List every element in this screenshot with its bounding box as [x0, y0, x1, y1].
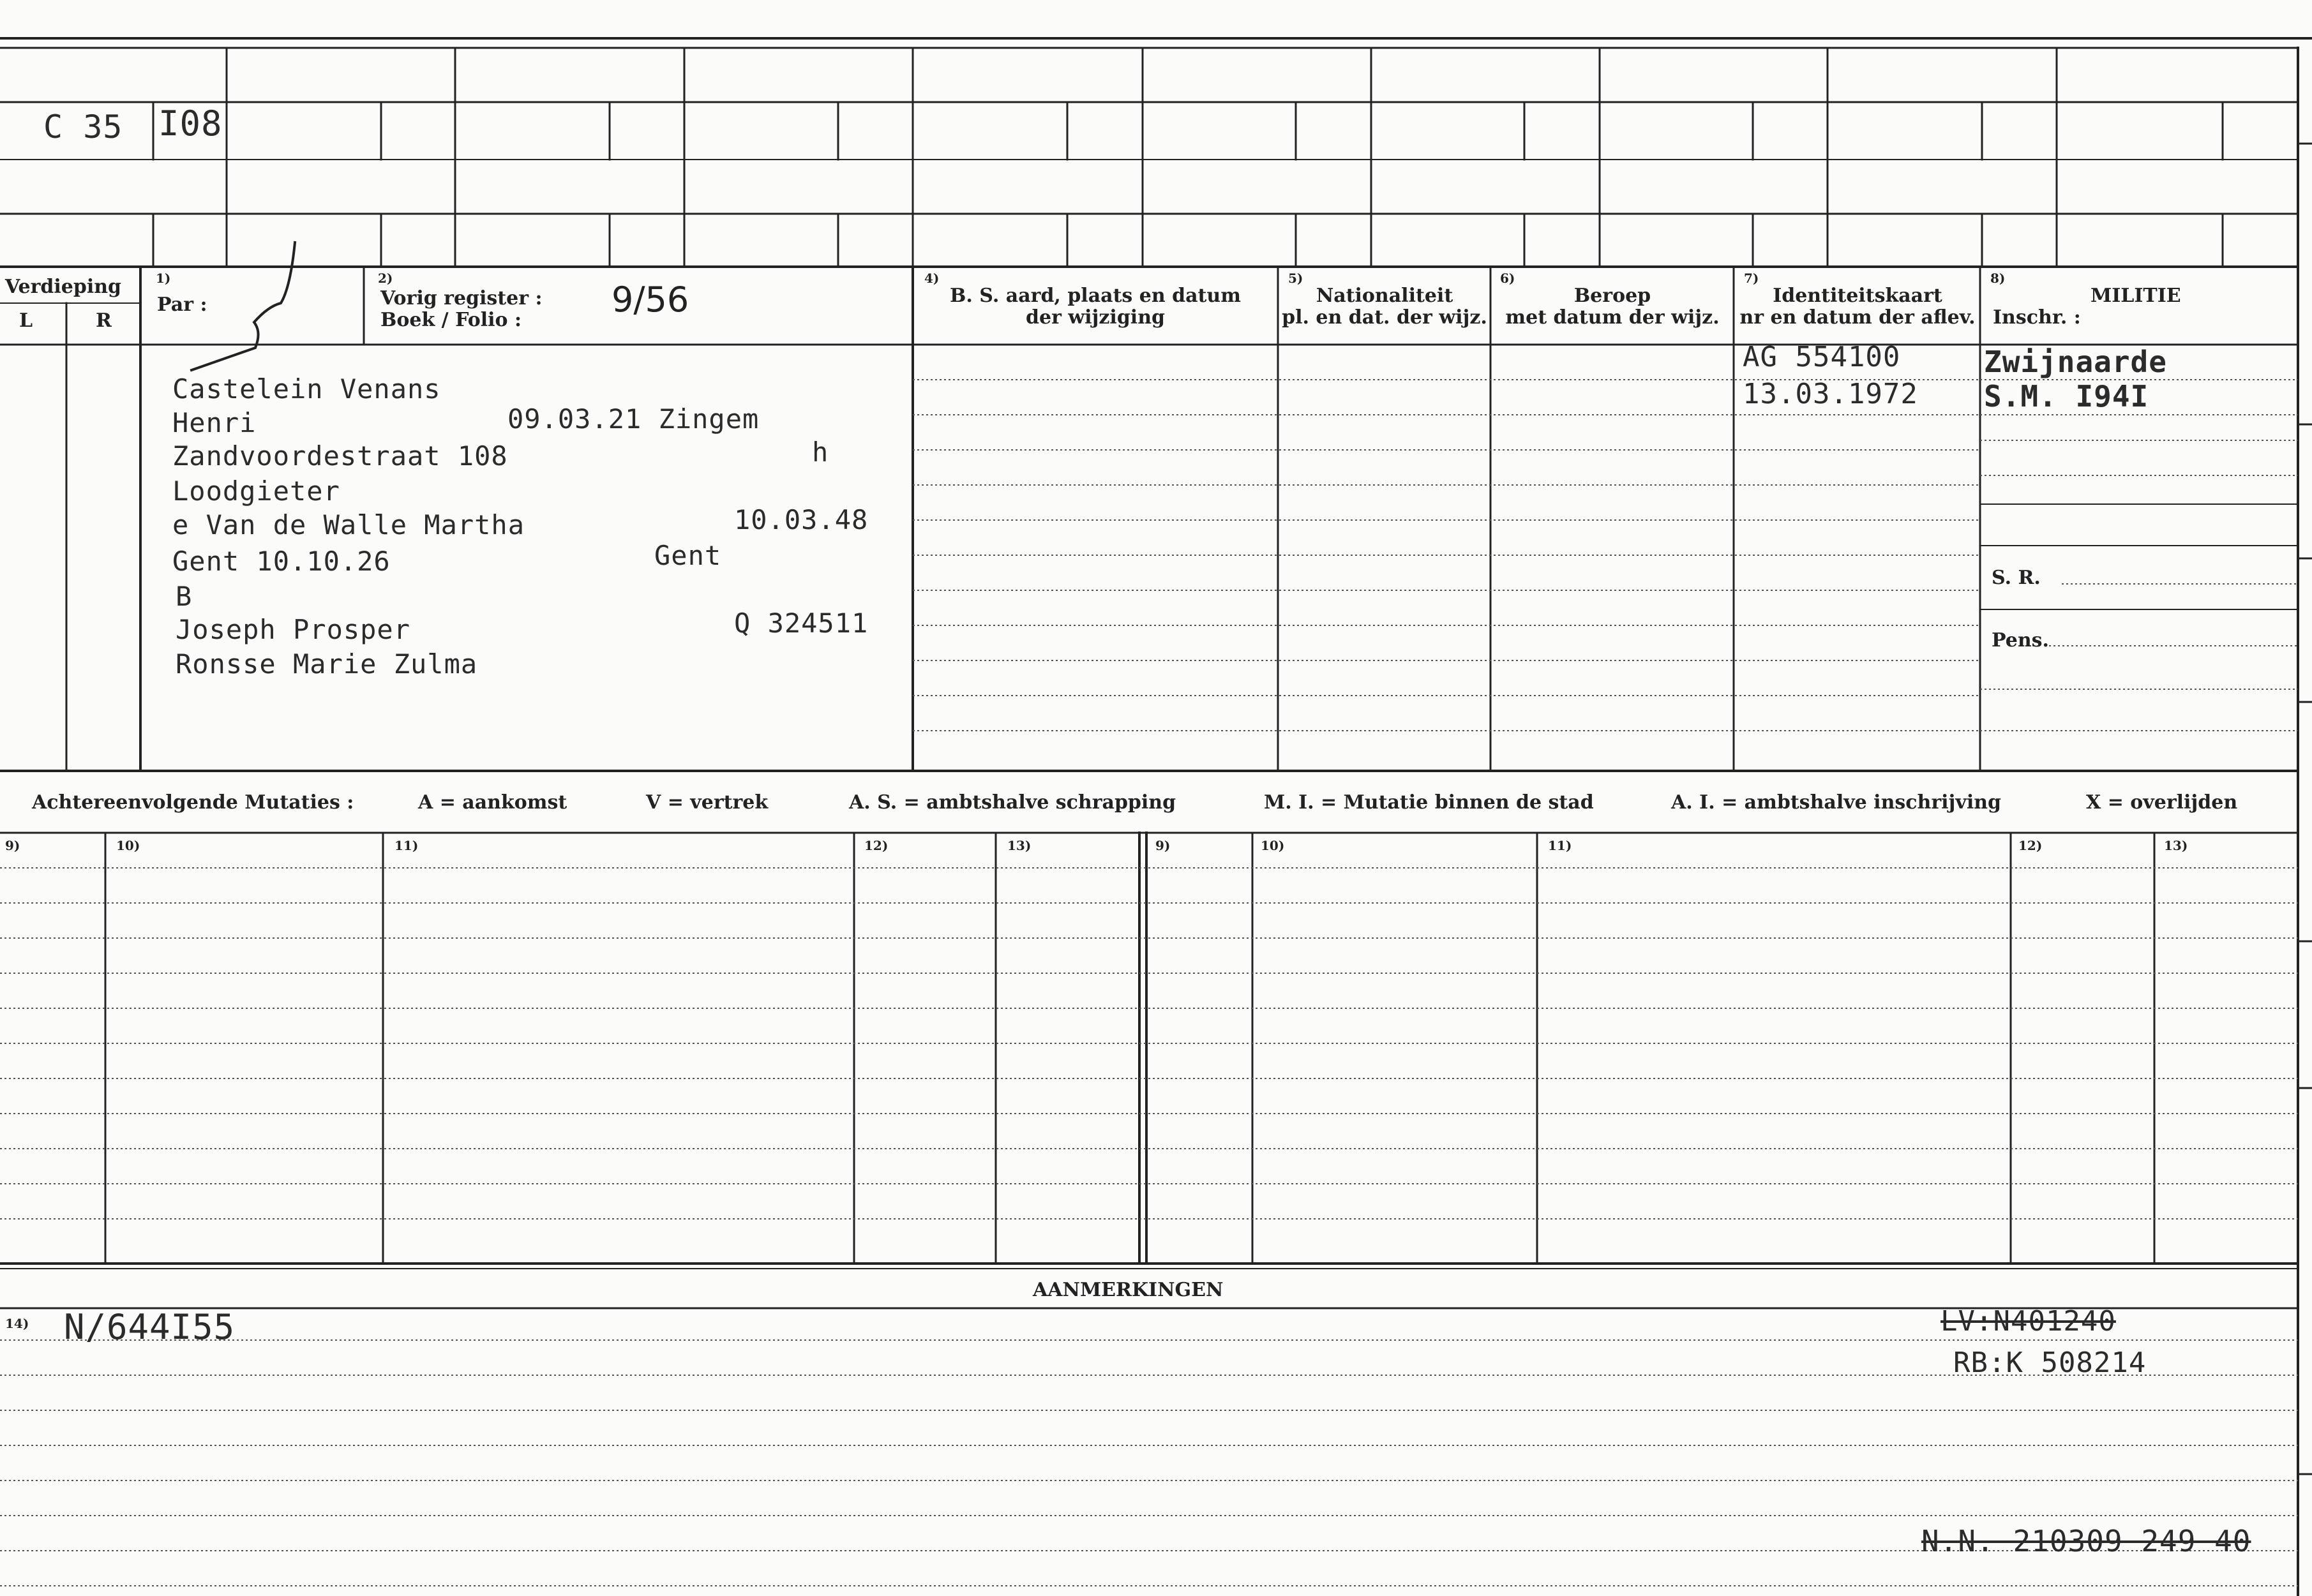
- inschr-label: Inschr. :: [1993, 306, 2081, 329]
- marriage-date: 10.03.48: [734, 504, 869, 535]
- spouse-birth: Gent 10.10.26: [172, 546, 391, 577]
- mother-name: Ronsse Marie Zulma: [176, 648, 478, 680]
- legend-overlijden: X = overlijden: [2086, 791, 2238, 814]
- legend-mutatie-stad: M. I. = Mutatie binnen de stad: [1264, 791, 1594, 814]
- col7-title: Identiteitskaart: [1773, 285, 1942, 307]
- series-code: C 35: [43, 108, 123, 145]
- boek-folio-label: Boek / Folio :: [380, 309, 522, 331]
- col5-number: 5): [1288, 271, 1303, 286]
- col6-subtitle: met datum der wijz.: [1505, 306, 1720, 329]
- mut-col-13: 13): [1007, 838, 1032, 853]
- col7-number: 7): [1744, 271, 1759, 286]
- identity-card-number: AG 554100: [1743, 341, 1901, 373]
- person-firstname: Henri: [172, 407, 257, 438]
- col6-title: Beroep: [1573, 285, 1651, 307]
- mut-col-9: 9): [5, 838, 20, 853]
- remark-ref: N/644I55: [64, 1307, 236, 1347]
- vorig-number: 2): [378, 271, 393, 286]
- mut-col-10b: 10): [1261, 838, 1285, 853]
- national-number: N.N. 210309 249 40: [1921, 1524, 2251, 1558]
- house-number: I08: [158, 103, 223, 144]
- mutaties-title: Achtereenvolgende Mutaties :: [32, 791, 354, 814]
- marriage-place: Gent: [654, 540, 722, 571]
- person-surname: Castelein Venans: [172, 373, 441, 405]
- mut-col-12b: 12): [2018, 838, 2043, 853]
- inschr-value: Zwijnaarde: [1984, 345, 2167, 379]
- vorig-register-value: 9/56: [612, 280, 689, 320]
- col4-title: B. S. aard, plaats en datum: [950, 285, 1241, 307]
- mut-col-9b: 9): [1155, 838, 1171, 853]
- mut-col-11: 11): [394, 838, 419, 853]
- b-mark: B: [176, 581, 193, 612]
- col7-subtitle: nr en datum der aflev.: [1739, 306, 1976, 329]
- identity-card-date: 13.03.1972: [1743, 378, 1918, 410]
- vorig-register-label: Vorig register :: [380, 287, 543, 310]
- remark-lv-struck: LV:N401240: [1940, 1305, 2116, 1338]
- sm-value: S.M. I94I: [1984, 379, 2149, 414]
- col4-subtitle: der wijziging: [1026, 306, 1165, 329]
- aanmerkingen-number: 14): [5, 1316, 29, 1331]
- col6-number: 6): [1500, 271, 1515, 286]
- verdieping-left: L: [19, 310, 33, 332]
- legend-vertrek: V = vertrek: [646, 791, 769, 814]
- pens-label: Pens.: [1992, 629, 2049, 652]
- father-name: Joseph Prosper: [176, 614, 411, 645]
- col5-title: Nationaliteit: [1316, 285, 1453, 307]
- mut-col-12: 12): [864, 838, 889, 853]
- col5-subtitle: pl. en dat. der wijz.: [1282, 306, 1487, 329]
- person-profession: Loodgieter: [172, 475, 340, 507]
- aanmerkingen-title: AANMERKINGEN: [1033, 1279, 1224, 1301]
- militie-title: MILITIE: [2091, 285, 2181, 307]
- person-spouse: e Van de Walle Martha: [172, 509, 525, 541]
- mut-col-11b: 11): [1548, 838, 1572, 853]
- legend-ambtshalve-inschrijving: A. I. = ambtshalve inschrijving: [1671, 791, 2002, 814]
- father-ref: Q 324511: [734, 608, 869, 639]
- address-mark: h: [812, 436, 829, 468]
- remark-rb: RB:K 508214: [1953, 1346, 2147, 1379]
- par-number: 1): [156, 271, 171, 286]
- legend-ambtshalve-schrapping: A. S. = ambtshalve schrapping: [849, 791, 1176, 814]
- mut-col-13b: 13): [2164, 838, 2188, 853]
- person-address: Zandvoordestraat 108: [172, 440, 508, 472]
- person-birth: 09.03.21 Zingem: [507, 403, 760, 435]
- col4-number: 4): [924, 271, 940, 286]
- mut-col-10: 10): [116, 838, 140, 853]
- par-label: Par :: [157, 294, 207, 316]
- legend-aankomst: A = aankomst: [418, 791, 567, 814]
- col8-number: 8): [1990, 271, 2006, 286]
- sr-label: S. R.: [1992, 567, 2041, 589]
- verdieping-right: R: [96, 310, 112, 332]
- verdieping-label: Verdieping: [5, 276, 122, 298]
